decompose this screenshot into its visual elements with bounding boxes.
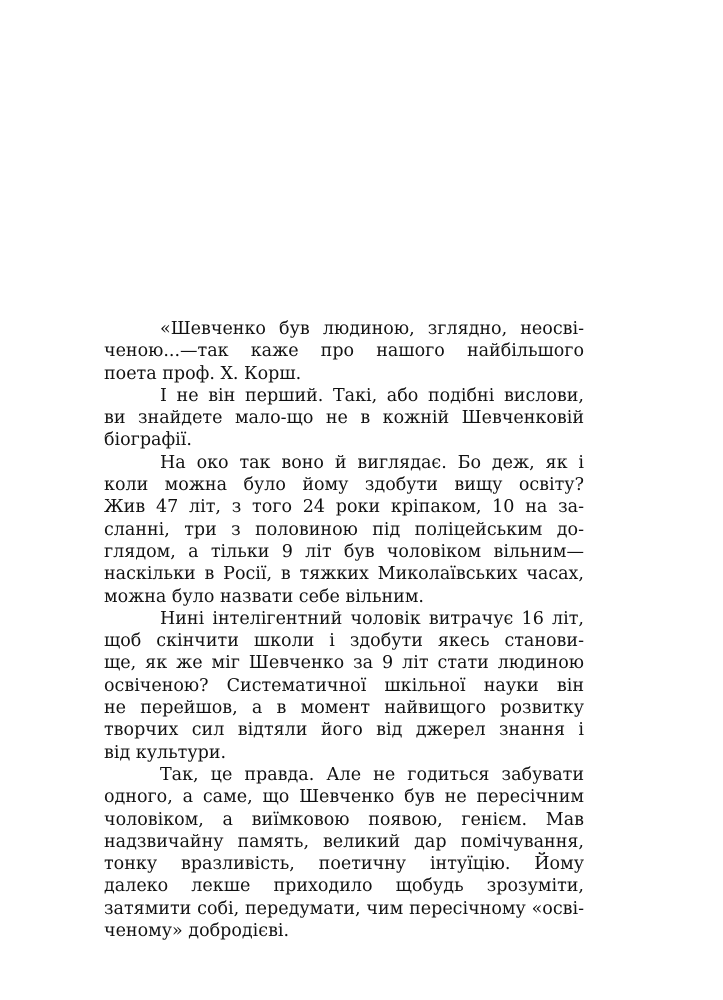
text-line: чоловіком, а виїмковою появою, генієм. Мав (104, 809, 584, 830)
text-line: ченому» добродієві. (104, 921, 290, 942)
text-line: Нині інтелігентний чоловік витрачує 16 літ, (160, 608, 584, 629)
paragraph-4 (104, 608, 584, 764)
text-line: одного, а саме, що Шевченко був не пересічним (104, 787, 584, 808)
text-line: ще, як же міг Шевченко за 9 літ стати людиною (104, 653, 584, 674)
text-line: тонку вразливість, поетичну інтуїцію. Йому (104, 854, 584, 875)
text-line: можна було назвати себе вільним. (104, 586, 424, 607)
paragraph-5 (104, 764, 584, 942)
text-line: наскільки в Росії, в тяжких Миколаївських часах, (104, 564, 584, 585)
text-line: освіченою? Систематичної шкільної науки він (104, 675, 584, 696)
text-line: коли можна було йому здобути вищу освіту? (104, 475, 584, 496)
paragraph-1 (104, 318, 584, 385)
text-line: від культури. (104, 742, 227, 763)
paragraph-2 (104, 385, 584, 452)
text-line: І не він перший. Такі, або подібні вислови, (160, 385, 584, 406)
text-line: далеко лекше приходило щобудь зрозуміти, (104, 876, 584, 897)
text-line: творчих сил відтяли його від джерел знання і (104, 720, 584, 741)
text-line: Жив 47 літ, з того 24 роки кріпаком, 10 на за- (104, 497, 584, 518)
text-line: На око так воно й виглядає. Бо деж, як і (160, 452, 584, 473)
text-line: сланні, три з половиною під поліцейським до- (104, 519, 584, 540)
text-line: ченою...—так каже про нашого найбільшого (104, 341, 584, 362)
text-line: надзвичайну память, великий дар помічування, (104, 831, 584, 852)
text-line: затямити собі, передумати, чим пересічному «осві- (104, 898, 584, 919)
text-line: Так, це правда. Але не годиться забувати (160, 764, 584, 785)
text-line: щоб скінчити школи і здобути якесь станови- (104, 631, 584, 652)
text-line: ви знайдете мало-що не в кожній Шевченковій (104, 408, 584, 429)
text-line: глядом, а тільки 9 літ був чоловіком вільним— (104, 541, 584, 562)
text-line: «Шевченко був людиною, зглядно, неосві- (160, 319, 584, 339)
paragraph-3 (104, 452, 584, 608)
text-line: поета проф. Х. Корш. (104, 363, 302, 384)
body-text (104, 318, 584, 942)
text-line: не перейшов, а в момент найвищого розвитку (104, 698, 584, 719)
text-line: біографії. (104, 430, 192, 451)
